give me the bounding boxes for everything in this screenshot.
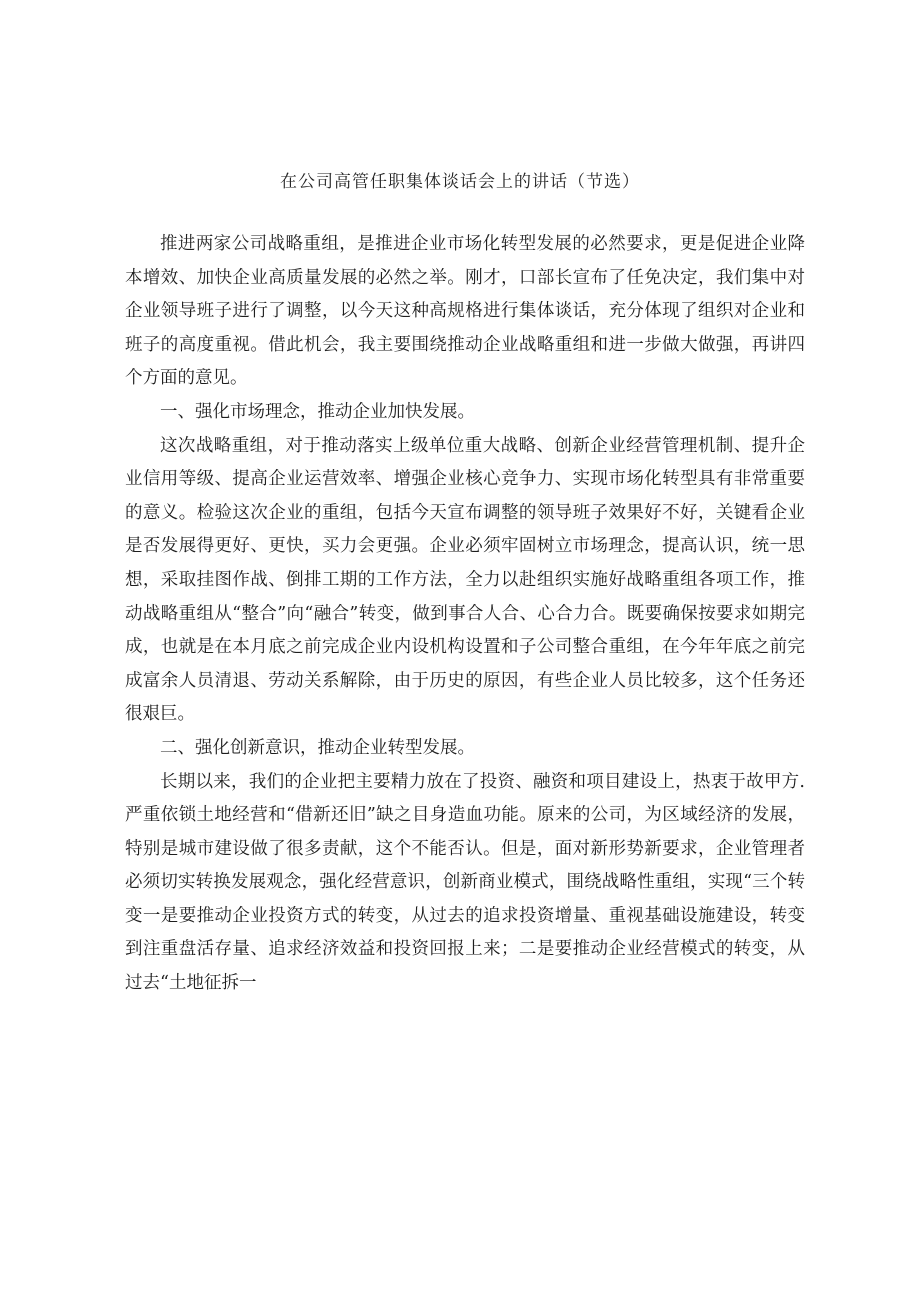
document-title: 在公司高管任职集体谈话会上的讲话（节选）: [280, 172, 640, 192]
section-heading-2: 二、强化创新意识，推动企业转型发展。: [160, 737, 475, 758]
paragraph-section-2: 长期以来，我们的企业把主要精力放在了投资、融资和项目建设上，热衷于故甲方.严重依锁土地经营和“借新还旧”缺之目身造血功能。原来的公司，为区域经济的发展，特别是城市建设做了很多责献，这个不能否认。但是，面对新形势新要求，企业管理者必须切实转换发展观念，强化经营意识，创新商业模式，围绕战略性重组，实现“三个转变一是要推动企业投资方式的转变，从过去的追求投资增量、重视基础设施建设，转变到注重盘活存量、追求经济效益和投资回报上来；二是要推动企业经营模式的转变，从过去“土地征拆一: [125, 771, 805, 994]
paragraph-section-1: 这次战略重组，对于推动落实上级单位重大战略、创新企业经营管理机制、提升企业信用等级、提高企业运营效率、增强企业核心竞争力、实现市场化转型具有非常重要的意义。检验这次企业的重组，包括今天宣布调整的领导班子效果好不好，关键看企业是否发展得更好、更快，买力会更强。企业必须牢固树立市场理念，提高认识，统一思想，采取挂图作战、倒排工期的工作方法，全力以赴组织实施好战略重组各项工作，推动战略重组从“整合”向“融合”转变，做到事合人合、心合力合。既要确保按要求如期完成，也就是在本月底之前完成企业内设机构设置和子公司整合重组，在今年年底之前完成富余人员清退、劳动关系解除，由于历史的原因，有些企业人员比较多，这个任务还很艰巨。: [125, 435, 805, 725]
paragraph-intro: 推进两家公司战略重组，是推进企业市场化转型发展的必然要求，更是促进企业降本增效、加快企业高质量发展的必然之举。刚才，口部长宣布了任免决定，我们集中对企业领导班子进行了调整，以今天这种高规格进行集体谈话，充分体现了组织对企业和班子的高度重视。借此机会，我主要围绕推动企业战略重组和进一步做大做强，再讲四个方面的意见。: [125, 234, 805, 389]
section-heading-1: 一、强化市场理念，推动企业加快发展。: [160, 401, 475, 422]
document-body: [125, 228, 805, 1001]
